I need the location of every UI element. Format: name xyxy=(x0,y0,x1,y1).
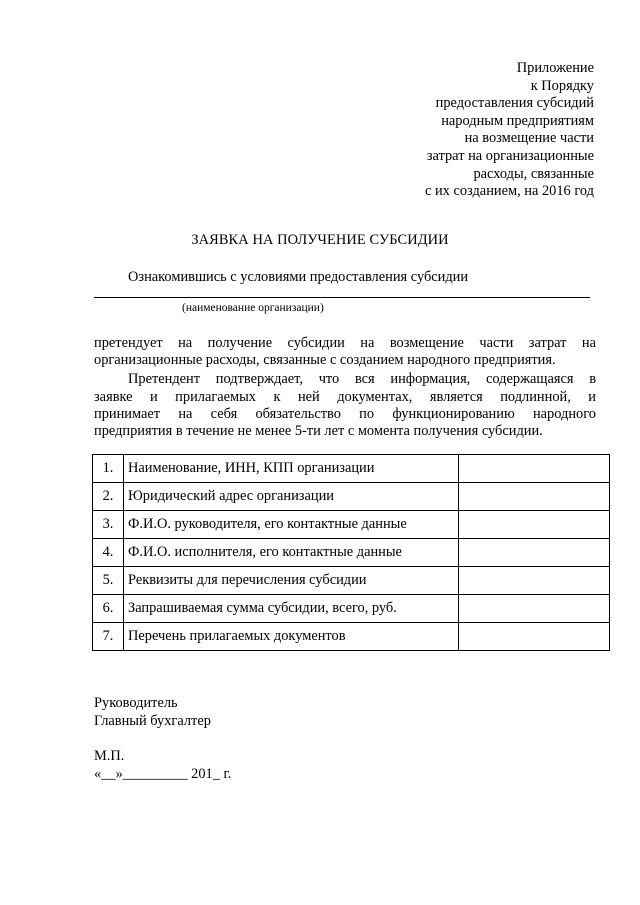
paragraph-line: предприятия в течение не менее 5-ти лет с момента получения субсидии. xyxy=(94,423,543,439)
row-number: 4. xyxy=(93,539,124,567)
appendix-line: народным предприятиям xyxy=(441,112,594,129)
row-value-cell[interactable] xyxy=(459,539,610,567)
appendix-line: расходы, связанные xyxy=(473,165,594,182)
appendix-line: предоставления субсидий xyxy=(435,95,594,112)
paragraph-line: Претендент подтверждает, что вся информация, содержащаяся в xyxy=(128,371,596,387)
row-number: 7. xyxy=(93,623,124,651)
table-row xyxy=(93,511,610,539)
appendix-line: с их созданием, на 2016 год xyxy=(425,183,594,200)
row-number: 3. xyxy=(93,511,124,539)
row-value-cell[interactable] xyxy=(459,567,610,595)
table-row xyxy=(93,539,610,567)
row-value-cell[interactable] xyxy=(459,595,610,623)
row-number: 2. xyxy=(93,483,124,511)
row-value-cell[interactable] xyxy=(459,623,610,651)
row-field-name: Ф.И.О. руководителя, его контактные данные xyxy=(124,511,459,539)
row-number: 6. xyxy=(93,595,124,623)
appendix-line: на возмещение части xyxy=(464,130,594,147)
table-row xyxy=(93,483,610,511)
paragraph-line: принимает на себя обязательство по функционированию народного xyxy=(94,406,596,422)
appendix-line: к Порядку xyxy=(530,77,594,94)
signatures-block xyxy=(94,694,211,730)
date-line: «__»_________ 201_ г. xyxy=(94,766,232,782)
paragraph-line: организационные расходы, связанные с созданием народного предприятия. xyxy=(94,352,556,368)
row-number: 1. xyxy=(93,455,124,483)
appendix-block xyxy=(294,60,594,201)
row-field-name: Перечень прилагаемых документов xyxy=(124,623,459,651)
paragraph-line: заявке и прилагаемых к ней документах, является подлинной, и xyxy=(94,389,596,405)
appendix-line: Приложение xyxy=(516,60,594,76)
table-row xyxy=(93,455,610,483)
table-row xyxy=(93,567,610,595)
document-title: ЗАЯВКА НА ПОЛУЧЕНИЕ СУБСИДИИ xyxy=(191,232,449,248)
table-row xyxy=(93,623,610,651)
paragraph-line: претендует на получение субсидии на возмещение части затрат на xyxy=(94,335,596,351)
row-field-name: Наименование, ИНН, КПП организации xyxy=(124,455,459,483)
row-field-name: Запрашиваемая сумма субсидии, всего, руб. xyxy=(124,595,459,623)
table-row xyxy=(93,595,610,623)
application-fields-table xyxy=(92,454,610,651)
intro-text: Ознакомившись с условиями предоставления субсидии xyxy=(128,269,469,285)
row-field-name: Ф.И.О. исполнителя, его контактные данные xyxy=(124,539,459,567)
row-value-cell[interactable] xyxy=(459,455,610,483)
organization-name-caption: (наименование организации) xyxy=(182,302,324,314)
row-field-name: Реквизиты для перечисления субсидии xyxy=(124,567,459,595)
organization-name-line xyxy=(94,297,590,298)
row-value-cell[interactable] xyxy=(459,483,610,511)
appendix-line: затрат на организационные xyxy=(426,147,594,164)
stamp-date-block xyxy=(94,747,231,783)
row-number: 5. xyxy=(93,567,124,595)
row-field-name: Юридический адрес организации xyxy=(124,483,459,511)
row-value-cell[interactable] xyxy=(459,511,610,539)
stamp-label: М.П. xyxy=(94,748,125,764)
signature-accountant-label: Главный бухгалтер xyxy=(94,713,211,729)
signature-head-label: Руководитель xyxy=(94,695,178,711)
